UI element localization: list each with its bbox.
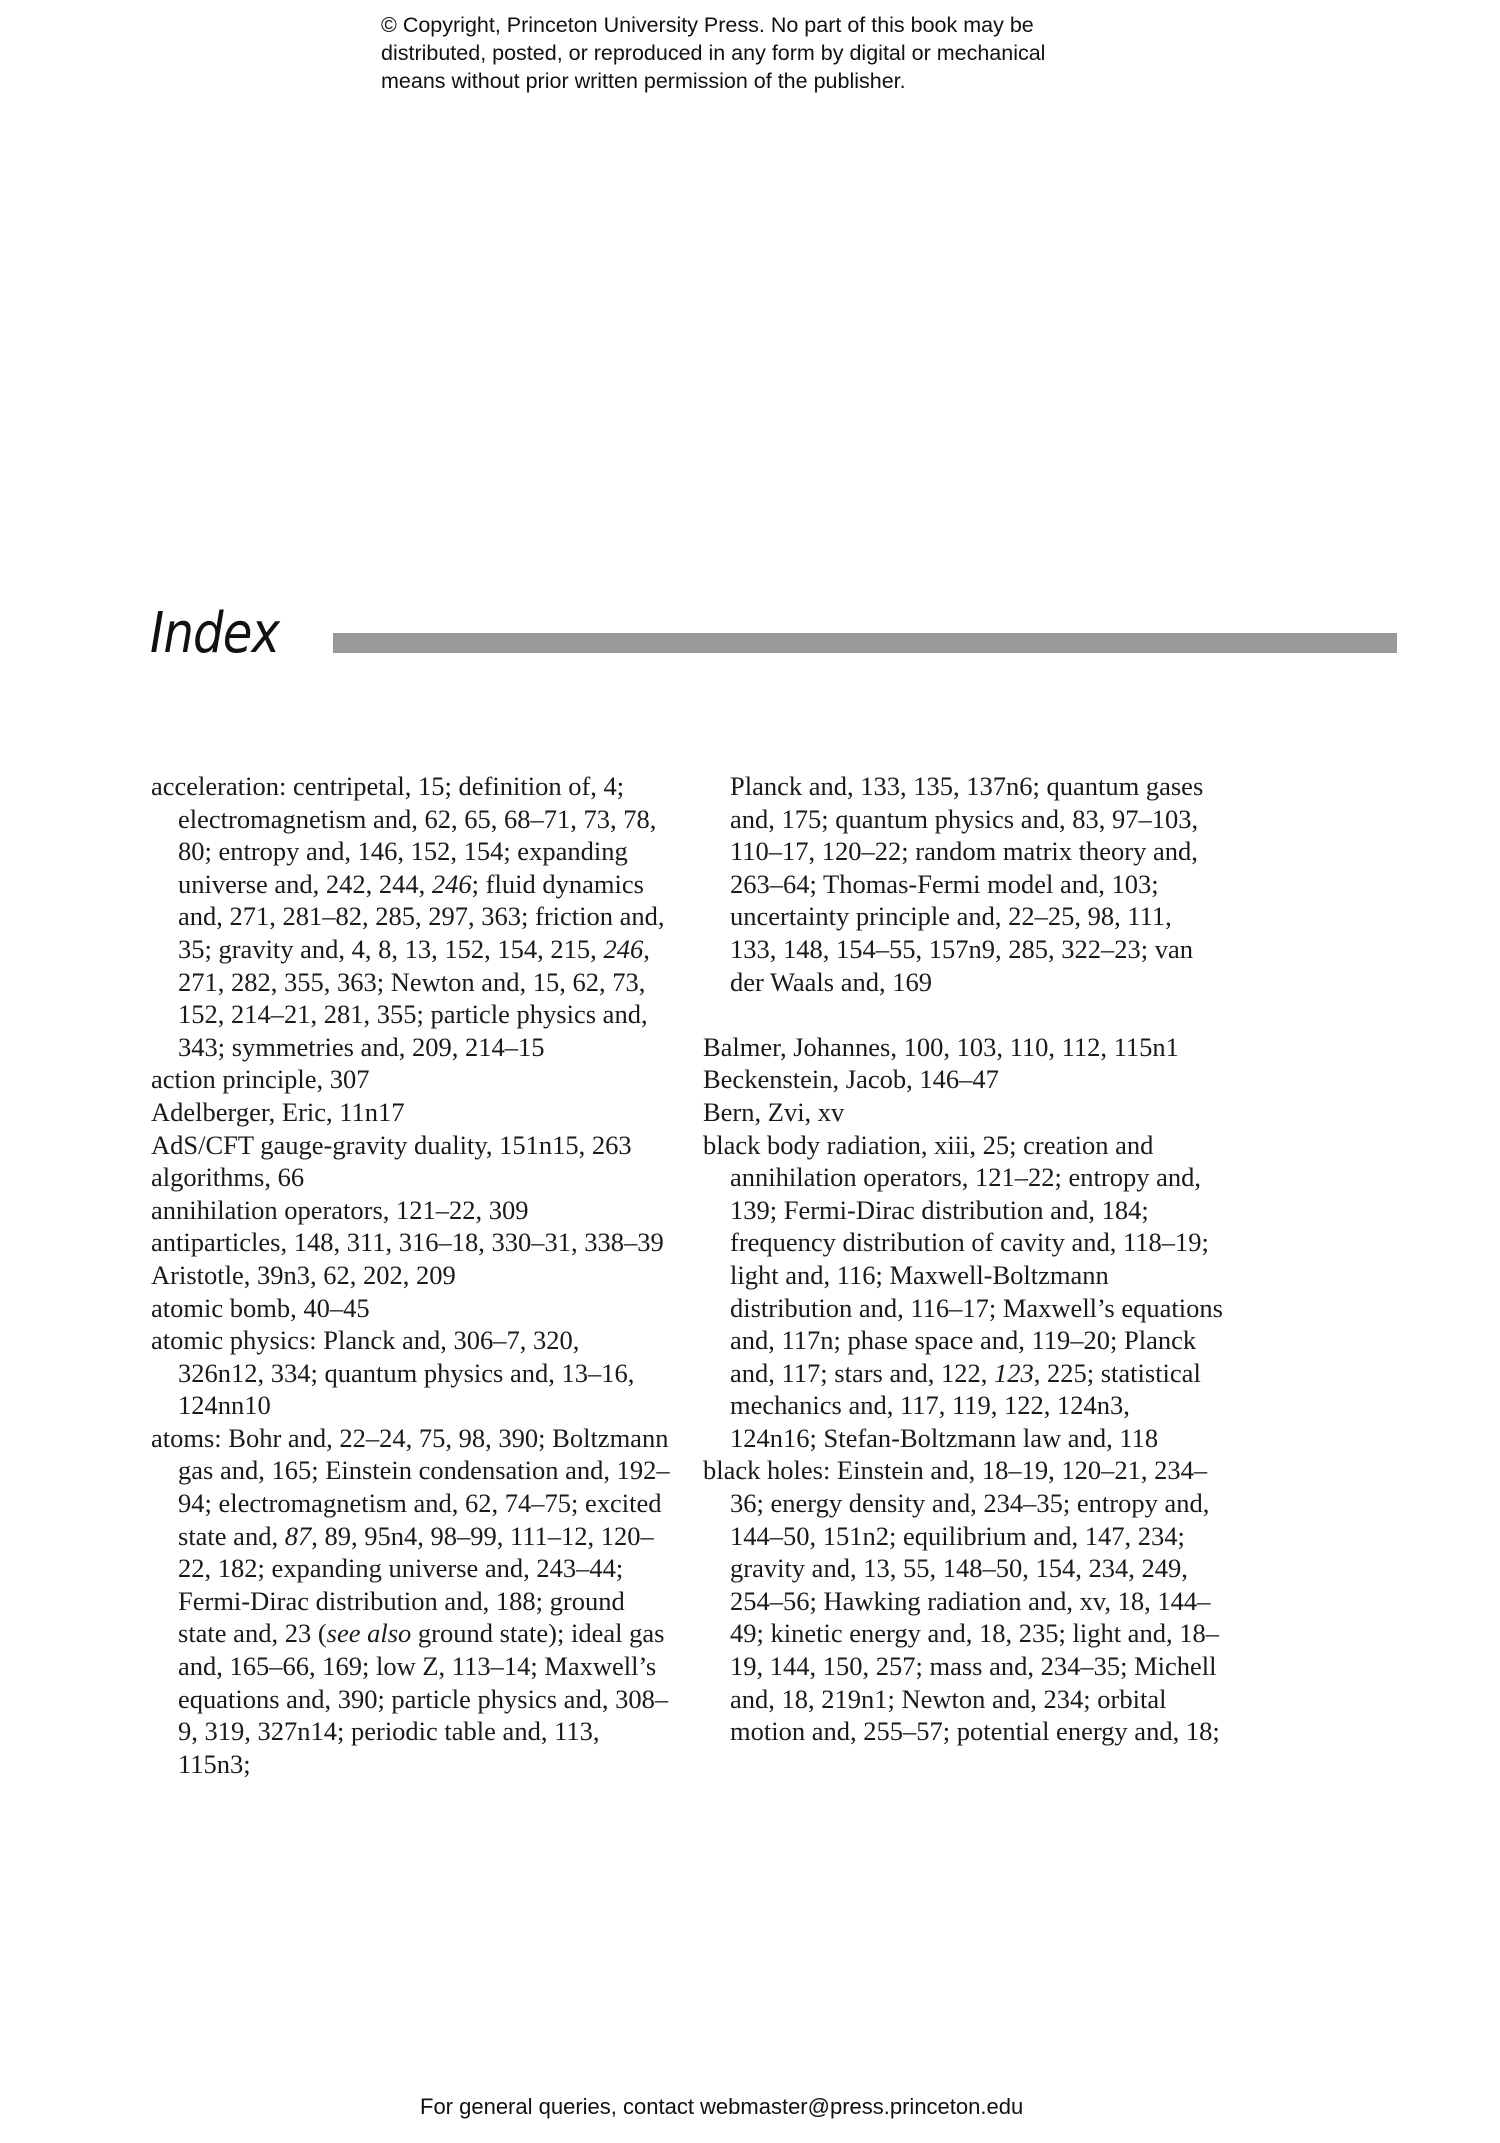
index-entry: annihilation operators, 121–22, 309	[151, 1194, 529, 1225]
index-entry: atomic physics: Planck and, 306–7, 320, 326n12, 334; quantum physics and, 13–16, 124nn10	[151, 1325, 635, 1421]
index-entry-black-holes: black holes: Einstein and, 18–19, 120–21, 234–36; energy density and, 234–35; entropy and, 144–50, 151n2; equilibrium and, 147, 234; gravity and, 13, 55, 148–50, 154, 234, 249, 254–56; Hawking radiation and, xv, 18, 144–49; kinetic energy and, 18, 235; light and, 18–19, 144, 150, 257; mass and, 234–35; Michell and, 18, 219n1; Newton and, 234; orbital motion and, 255–57; potential energy and, 18;	[703, 1455, 1220, 1747]
index-entry: Aristotle, 39n3, 62, 202, 209	[151, 1259, 456, 1290]
index-entry-continued: Planck and, 133, 135, 137n6; quantum gases and, 175; quantum physics and, 83, 97–103, 110–17, 120–22; random matrix theory and, 263–64; Thomas-Fermi model and, 103; uncertainty principle and, 22–25, 98, 111, 133, 148, 154–55, 157n9, 285, 322–23; van der Waals and, 169	[730, 771, 1204, 997]
index-entry: Balmer, Johannes, 100, 103, 110, 112, 115n1	[703, 1031, 1179, 1062]
heading-rule-divider	[333, 633, 1397, 653]
index-entry-atoms: atoms: Bohr and, 22–24, 75, 98, 390; Boltzmann gas and, 165; Einstein condensation and, 192–94; electromagnetism and, 62, 74–75; excited state and, 87, 89, 95n4, 98–99, 111–12, 120–22, 182; expanding universe and, 243–44; Fermi-Dirac distribution and, 188; ground state and, 23 (see also ground state); ideal gas and, 165–66, 169; low Z, 113–14; Maxwell’s equations and, 390; particle physics and, 308–9, 319, 327n14; periodic table and, 113, 115n3;	[151, 1422, 670, 1779]
index-entry: action principle, 307	[151, 1064, 370, 1095]
footer-contact: For general queries, contact webmaster@press.princeton.edu	[420, 2094, 1024, 2119]
index-entry: algorithms, 66	[151, 1162, 305, 1193]
index-entry-black-body-radiation: black body radiation, xiii, 25; creation and annihilation operators, 121–22; entropy and, 139; Fermi-Dirac distribution and, 184; frequency distribution of cavity and, 118–19; light and, 116; Maxwell-Boltzmann distribution and, 116–17; Maxwell’s equations and, 117n; phase space and, 119–20; Planck and, 117; stars and, 122, 123, 225; statistical mechanics and, 117, 119, 122, 124n3, 124n16; Stefan-Boltzmann law and, 118	[703, 1129, 1223, 1453]
index-column-left	[151, 770, 671, 1780]
copyright-line: distributed, posted, or reproduced in any form by digital or mechanical	[381, 41, 1046, 65]
index-entry: Bern, Zvi, xv	[703, 1096, 845, 1127]
index-column-right	[703, 770, 1223, 1748]
copyright-line: © Copyright, Princeton University Press. No part of this book may be	[381, 13, 1034, 37]
copyright-notice	[381, 11, 1141, 95]
index-entry-acceleration: acceleration: centripetal, 15; definition of, 4; electromagnetism and, 62, 65, 68–71, 73, 78, 80; entropy and, 146, 152, 154; expanding universe and, 242, 244, 246; fluid dynamics and, 271, 281–82, 285, 297, 363; friction and, 35; gravity and, 4, 8, 13, 152, 154, 215, 246, 271, 282, 355, 363; Newton and, 15, 62, 73, 152, 214–21, 281, 355; particle physics and, 343; symmetries and, 209, 214–15	[151, 771, 665, 1062]
index-entry: Beckenstein, Jacob, 146–47	[703, 1064, 999, 1095]
index-entry: atomic bomb, 40–45	[151, 1292, 370, 1323]
copyright-line: means without prior written permission of the publisher.	[381, 69, 906, 93]
index-entry: antiparticles, 148, 311, 316–18, 330–31, 338–39	[151, 1227, 664, 1258]
index-entry: Adelberger, Eric, 11n17	[151, 1096, 405, 1127]
page-title: Index	[150, 601, 280, 666]
index-entry: AdS/CFT gauge-gravity duality, 151n15, 263	[151, 1129, 632, 1160]
